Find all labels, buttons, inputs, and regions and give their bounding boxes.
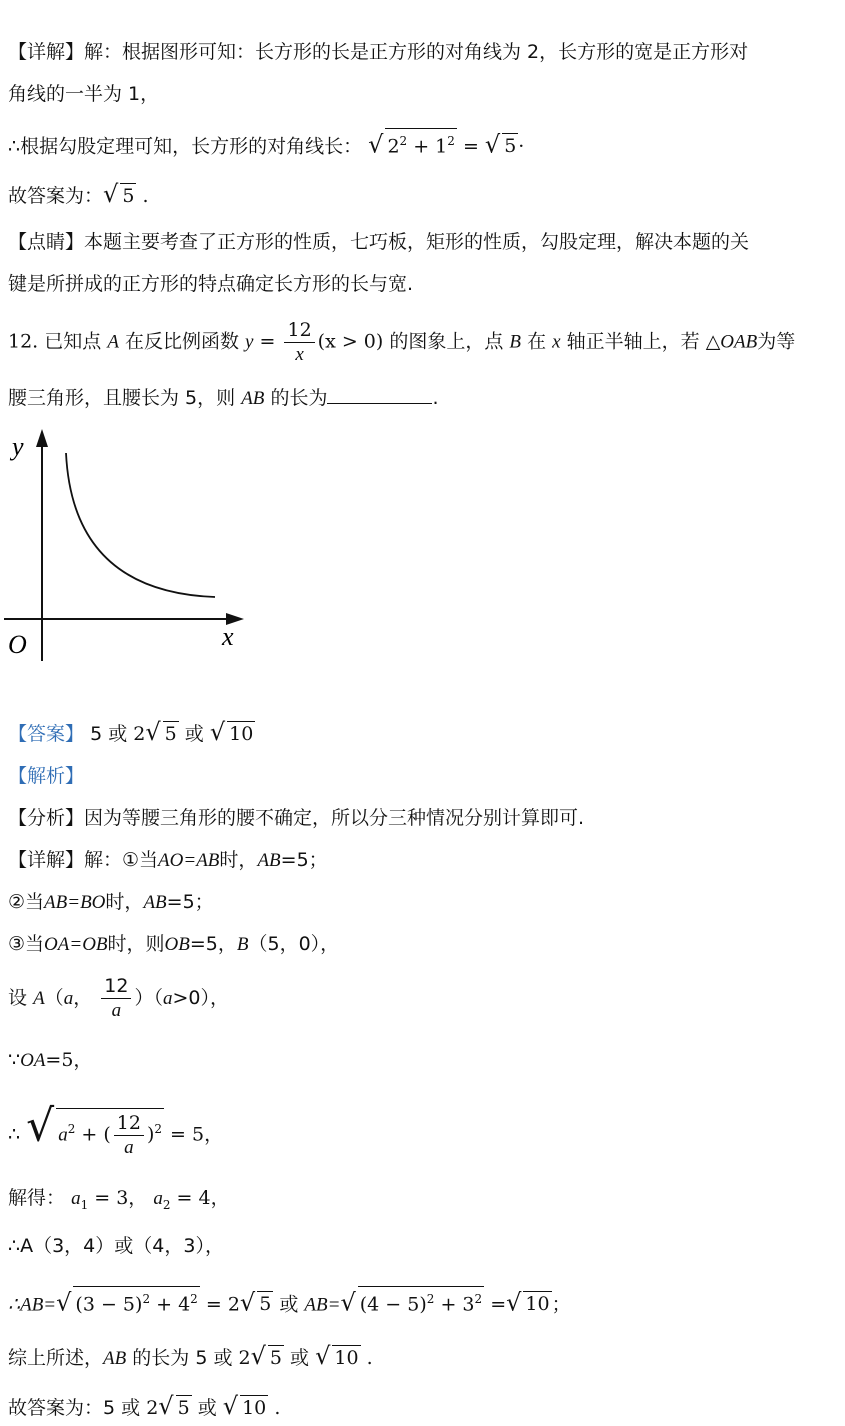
ab-radicand-1: $(3 - 5)^2 + 4^2$ [73, 1286, 199, 1316]
question-line-1: 12. 已知点 A 在反比例函数 y = $\frac{12}{x}$ (x > 0) 的图象上，点 B 在 x 轴正半轴上，若 △OAB为等 [8, 319, 796, 365]
solve-var: a [153, 1188, 163, 1209]
solve-var: a [71, 1188, 81, 1209]
case-text: ③当 [8, 933, 45, 955]
ab-expr: (3 − 5) [75, 1293, 143, 1316]
func-condition: (x > 0) [317, 330, 384, 353]
fraction-denominator: x [295, 344, 304, 365]
solve-sub: 1 [80, 1197, 89, 1212]
detail-line-2: 角线的一半为 1， [8, 83, 160, 105]
final-or: 或 [197, 1397, 217, 1419]
question-text: . [432, 387, 439, 409]
therefore-symbol: ∴ [8, 1123, 21, 1146]
set-var: a [162, 988, 173, 1009]
final-answer-line [8, 1392, 280, 1422]
x-axis-label: x [222, 622, 234, 651]
pythagoras-radicand: $2^2 + 1^2$ [385, 128, 456, 158]
hyperbola-curve [66, 453, 215, 597]
fraction-denominator: a [124, 1137, 134, 1158]
comment-line-2: 键是所拼成的正方形的特点确定长方形的长与宽. [8, 273, 414, 295]
case-text: （5，0）， [248, 933, 340, 955]
set-text: （ [44, 987, 64, 1009]
question-line-2 [8, 384, 439, 413]
question-text: 为等 [757, 330, 796, 353]
ab-expr: + 4 [150, 1293, 191, 1316]
case-text: 时， [219, 849, 258, 871]
answer-blank [327, 385, 432, 404]
summary-coef: 2 [238, 1347, 251, 1369]
question-text: 已知点 [44, 330, 102, 353]
answer-or: 或 [184, 723, 204, 745]
point-b: B [509, 331, 522, 353]
segment-ab: AB [241, 388, 265, 409]
ab-or: 或 [279, 1293, 299, 1316]
sqrt-sign: √ [222, 1392, 239, 1420]
final-coef: 2 [146, 1397, 159, 1419]
case-eq: OA=OB [44, 934, 108, 955]
ab-prefix: ∴AB= [8, 1294, 57, 1316]
segment-oa: OA [20, 1050, 46, 1071]
point-b: B [236, 934, 249, 955]
case-text: 【详解】解：①当 [8, 849, 159, 871]
answer-radicand-2: 10 [229, 723, 254, 745]
case-res: OB [164, 934, 190, 955]
comment-line-1: 【点睛】本题主要考查了正方形的性质，七巧板，矩形的性质，勾股定理，解决本题的关 [8, 231, 750, 253]
question-text: 腰三角形，且腰长为 5，则 [8, 387, 236, 409]
exp-b: 2 [447, 134, 455, 148]
pythagoras-line: ∴根据勾股定理可知，长方形的对角线长： √ $2^2 + 1^2$ = √ 5 · [8, 128, 524, 160]
axis-x-ref: x [552, 331, 561, 353]
case-text: =5； [166, 891, 214, 913]
because-text: =5， [45, 1049, 93, 1071]
case-3-line [8, 930, 339, 959]
fraction-numerator: 12 [284, 318, 314, 343]
case-text: 时，则 [107, 933, 165, 955]
question-text: 在 [527, 330, 547, 353]
exp-a: 2 [399, 134, 408, 148]
fraction-numerator: 12 [101, 974, 131, 999]
sqrt-sign: √ [340, 1288, 356, 1317]
because-symbol: ∵ [8, 1049, 21, 1071]
set-text: ， [73, 987, 93, 1009]
set-text: ）（ [134, 987, 163, 1009]
point-a: A [107, 331, 119, 353]
answer-value: 5 [122, 185, 135, 207]
eq-exp: 2 [67, 1122, 76, 1137]
sqrt-sign: √ [103, 180, 119, 208]
pythagoras-prefix: ∴根据勾股定理可知，长方形的对角线长： [8, 135, 363, 158]
solve-line [8, 1184, 230, 1219]
summary-end: . [366, 1347, 373, 1369]
question-text: 的图象上，点 [389, 330, 504, 353]
solve-label: 解得： [8, 1187, 66, 1209]
equation-line [8, 1100, 224, 1160]
answer-tag: 【答案】 [8, 723, 85, 745]
solve-value: = 4， [176, 1187, 230, 1209]
answer-radicand-1: 5 [164, 723, 177, 745]
sqrt-sign: √ [484, 130, 501, 159]
triangle-oab: △OAB [705, 331, 758, 353]
eq-exp: 2 [154, 1122, 162, 1137]
ab-end: ； [551, 1293, 571, 1316]
inverse-proportion-graph [0, 425, 260, 670]
sqrt-sign: √ [239, 1288, 256, 1317]
summary-text: 综上所述， [8, 1347, 104, 1369]
case-2-line [8, 888, 214, 917]
ab-line [8, 1286, 571, 1319]
equation-radicand: $a^2$ + ( $\frac{12}{a}$ )$^2$ [56, 1108, 164, 1160]
answer-prefix: 故答案为： [8, 185, 104, 207]
analysis-tag: 【解析】 [8, 765, 85, 787]
case-eq: AO=AB [158, 850, 220, 871]
question-number: 12. [8, 330, 39, 353]
question-text: 轴正半轴上，若 [566, 330, 700, 353]
set-a-line [8, 974, 229, 1023]
sqrt-sign: √ [368, 130, 384, 159]
case-text: =5， [189, 933, 237, 955]
summary-line [8, 1342, 373, 1373]
radicand-a: 2 [387, 135, 400, 158]
final-radicand: 10 [242, 1397, 267, 1419]
sqrt-sign: √ [158, 1392, 174, 1420]
summary-radicand: 10 [334, 1347, 359, 1369]
origin-label: O [8, 630, 27, 659]
summary-text: 的长为 5 或 [132, 1347, 233, 1369]
ab-expr: + 3 [434, 1293, 475, 1316]
case-res: AB [257, 850, 281, 871]
radicand-b: 1 [435, 135, 448, 158]
pythagoras-result: 5 [504, 135, 517, 158]
because-line [8, 1046, 92, 1075]
func-fraction [284, 318, 314, 367]
fraction-denominator: a [111, 1000, 122, 1021]
set-text: 设 [8, 987, 28, 1009]
final-text: 故答案为：5 或 [8, 1397, 141, 1419]
case-text: 时， [105, 891, 144, 913]
eq-var: a [58, 1124, 68, 1146]
fraction-numerator: 12 [114, 1111, 144, 1136]
set-text: >0）， [172, 987, 229, 1009]
points-line: ∴A（3，4）或（4，3）， [8, 1235, 224, 1257]
eq-fraction [114, 1111, 144, 1160]
equation-result: = 5， [170, 1123, 224, 1146]
sqrt-sign: √ [56, 1288, 72, 1317]
ab-result: = [490, 1293, 507, 1316]
question-text: 在反比例函数 [124, 330, 239, 353]
case-1-line [8, 846, 328, 875]
final-radicand: 5 [177, 1397, 190, 1419]
summary-or: 或 [290, 1347, 310, 1369]
ab-radicand-2: $(4 - 5)^2 + 3^2$ [358, 1286, 484, 1316]
ab-prefix: AB= [304, 1294, 341, 1316]
analysis-line: 【分析】因为等腰三角形的腰不确定，所以分三种情况分别计算即可. [8, 807, 585, 829]
question-text: 的长为 [270, 387, 328, 409]
sqrt-sign: √ [315, 1342, 331, 1370]
case-res: AB [143, 892, 167, 913]
case-eq: AB=BO [44, 892, 106, 913]
point-a: A [33, 988, 45, 1009]
solve-value: = 3， [94, 1187, 148, 1209]
answer-line-top: 故答案为：√ 5 . [8, 180, 149, 208]
sqrt-sign: √ [26, 1100, 55, 1152]
case-text: ②当 [8, 891, 45, 913]
ab-result: = 2 [205, 1293, 240, 1316]
set-var: a [63, 988, 74, 1009]
answer-text: 5 或 [90, 723, 128, 745]
answer-coef: 2 [133, 723, 146, 745]
sqrt-sign: √ [506, 1288, 522, 1317]
segment-ab: AB [103, 1348, 127, 1369]
solve-sub: 2 [162, 1197, 171, 1212]
ab-expr: (4 − 5) [359, 1293, 427, 1316]
sqrt-sign: √ [209, 718, 226, 746]
func-y: y [245, 331, 254, 353]
summary-radicand: 5 [269, 1347, 282, 1369]
ab-result-radicand: 10 [525, 1293, 550, 1316]
case-text: =5； [280, 849, 328, 871]
answer-line [8, 718, 255, 748]
set-fraction [101, 974, 131, 1023]
detail-line-1: 【详解】解：根据图形可知：长方形的长是正方形的对角线为 2，长方形的宽是正方形对 [8, 41, 749, 63]
ab-result-radicand: 5 [259, 1293, 272, 1316]
y-axis-label: y [12, 432, 24, 461]
y-axis-arrow [36, 429, 48, 447]
final-end: . [274, 1397, 281, 1419]
sqrt-sign: √ [145, 718, 161, 746]
sqrt-sign: √ [250, 1342, 266, 1370]
